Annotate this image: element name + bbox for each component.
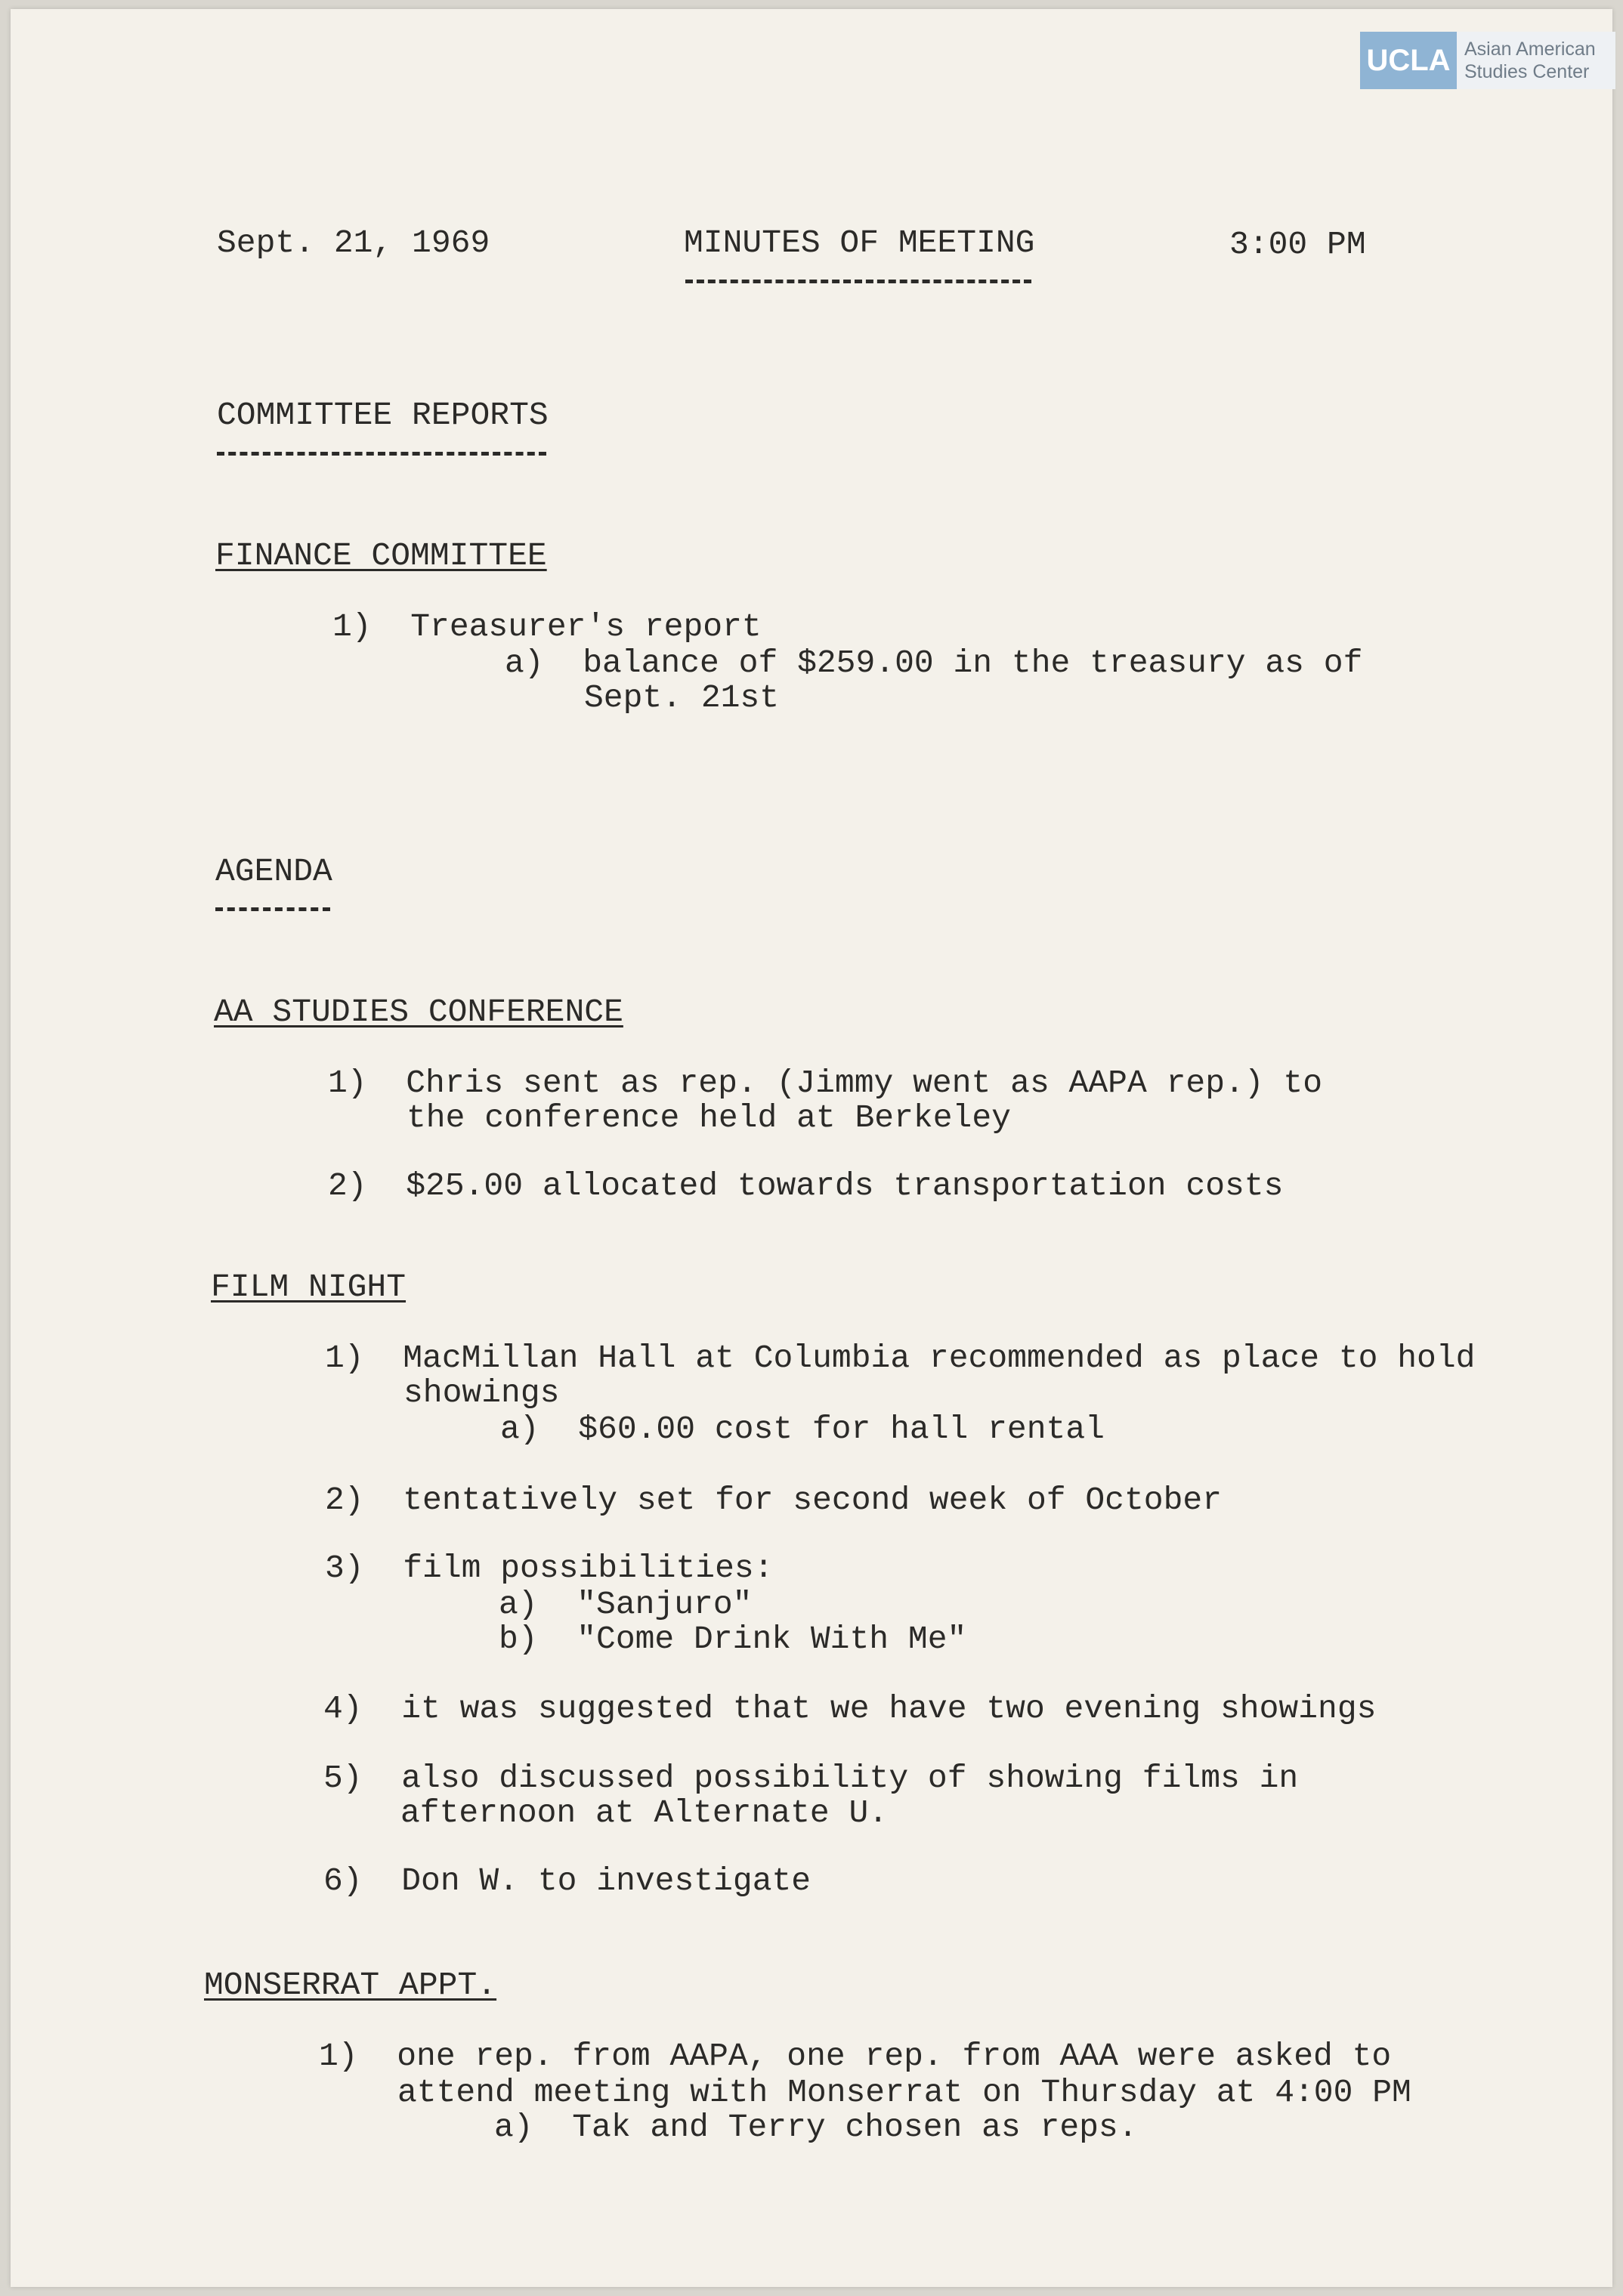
film-item-1: 1) MacMillan Hall at Columbia recommended as place to hold bbox=[325, 1340, 1476, 1377]
monserrat-item-1-cont: attend meeting with Monserrat on Thursday at 4:00 PM bbox=[397, 2074, 1411, 2111]
meeting-time: 3:00 PM bbox=[1229, 226, 1366, 263]
monserrat-appt-heading: MONSERRAT APPT. bbox=[204, 1967, 497, 2004]
committee-reports-dashes bbox=[217, 452, 546, 456]
finance-committee-heading: FINANCE COMMITTEE bbox=[215, 537, 547, 574]
film-item-3a: a) "Sanjuro" bbox=[499, 1586, 753, 1623]
aa-studies-conference-heading: AA STUDIES CONFERENCE bbox=[214, 993, 623, 1031]
title-dashes bbox=[685, 280, 1031, 283]
logo-line-1: Asian American bbox=[1464, 39, 1596, 60]
film-item-5-cont: afternoon at Alternate U. bbox=[400, 1794, 889, 1831]
film-item-3b: b) "Come Drink With Me" bbox=[499, 1621, 967, 1658]
conference-item-1-cont: the conference held at Berkeley bbox=[407, 1099, 1011, 1136]
film-item-1a: a) $60.00 cost for hall rental bbox=[500, 1411, 1105, 1448]
document-title: MINUTES OF MEETING bbox=[684, 224, 1035, 261]
monserrat-item-1a: a) Tak and Terry chosen as reps. bbox=[494, 2109, 1138, 2146]
finance-item-1a: a) balance of $259.00 in the treasury as of bbox=[505, 644, 1363, 681]
logo-line-2: Studies Center bbox=[1464, 61, 1590, 82]
monserrat-item-1: 1) one rep. from AAPA, one rep. from AAA were asked to bbox=[319, 2038, 1392, 2075]
film-item-1-cont: showings bbox=[403, 1374, 560, 1411]
agenda-heading: AGENDA bbox=[215, 853, 332, 890]
film-item-2: 2) tentatively set for second week of October bbox=[325, 1482, 1222, 1519]
agenda-dashes bbox=[215, 907, 330, 911]
committee-reports-heading: COMMITTEE REPORTS bbox=[217, 397, 549, 434]
ucla-logo-mark: UCLA bbox=[1360, 32, 1457, 89]
film-item-5: 5) also discussed possibility of showing films in bbox=[323, 1760, 1299, 1797]
film-night-heading: FILM NIGHT bbox=[211, 1269, 407, 1306]
paper-sheet bbox=[11, 9, 1612, 2287]
ucla-aasc-logo bbox=[1360, 32, 1615, 89]
film-item-6: 6) Don W. to investigate bbox=[323, 1862, 812, 1899]
film-item-3: 3) film possibilities: bbox=[325, 1550, 774, 1587]
conference-item-1: 1) Chris sent as rep. (Jimmy went as AAPA rep.) to bbox=[328, 1065, 1323, 1102]
film-item-4: 4) it was suggested that we have two evening showings bbox=[323, 1690, 1377, 1727]
meeting-date: Sept. 21, 1969 bbox=[217, 224, 490, 261]
finance-item-1a-cont: Sept. 21st bbox=[584, 679, 780, 716]
conference-item-2: 2) $25.00 allocated towards transportation costs bbox=[328, 1167, 1284, 1204]
finance-item-1: 1) Treasurer's report bbox=[332, 608, 762, 645]
